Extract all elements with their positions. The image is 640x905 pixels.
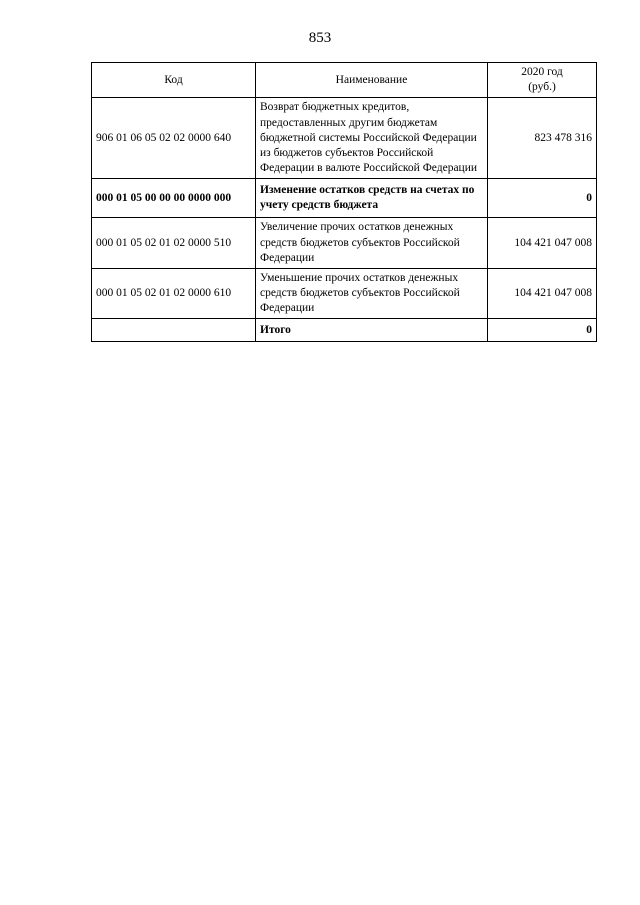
- total-code: [92, 319, 256, 342]
- table-row: [92, 268, 597, 319]
- row-code: 000 01 05 00 00 00 0000 000: [92, 179, 256, 218]
- table-row: [92, 218, 597, 269]
- row-amount: 104 421 047 008: [488, 268, 597, 319]
- table-header-row: [92, 63, 597, 98]
- row-amount: 104 421 047 008: [488, 218, 597, 269]
- row-name: Изменение остатков средств на счетах по учету средств бюджета: [256, 179, 488, 218]
- column-header-amount-unit: (руб.): [528, 81, 556, 94]
- row-name: Увеличение прочих остатков денежных средств бюджетов субъектов Российской Федерации: [256, 218, 488, 269]
- row-name: Уменьшение прочих остатков денежных средств бюджетов субъектов Российской Федерации: [256, 268, 488, 319]
- row-amount: 823 478 316: [488, 98, 597, 179]
- row-code: 906 01 06 05 02 02 0000 640: [92, 98, 256, 179]
- column-header-code: Код: [92, 63, 256, 98]
- row-code: 000 01 05 02 01 02 0000 510: [92, 218, 256, 269]
- row-code: 000 01 05 02 01 02 0000 610: [92, 268, 256, 319]
- table-row: [92, 179, 597, 218]
- row-name: Возврат бюджетных кредитов, предоставленных другим бюджетам бюджетной системы Российской Федерации из бюджетов субъектов Российской Федерации в валюте Российской Федерации: [256, 98, 488, 179]
- total-amount: 0: [488, 319, 597, 342]
- table-total-row: [92, 319, 597, 342]
- total-label: Итого: [256, 319, 488, 342]
- column-header-name: Наименование: [256, 63, 488, 98]
- table-row: [92, 98, 597, 179]
- column-header-amount-year: 2020 год: [521, 66, 563, 78]
- row-amount: 0: [488, 179, 597, 218]
- column-header-amount: [488, 63, 597, 98]
- page-number: 853: [308, 30, 332, 46]
- budget-sources-table: [91, 62, 597, 342]
